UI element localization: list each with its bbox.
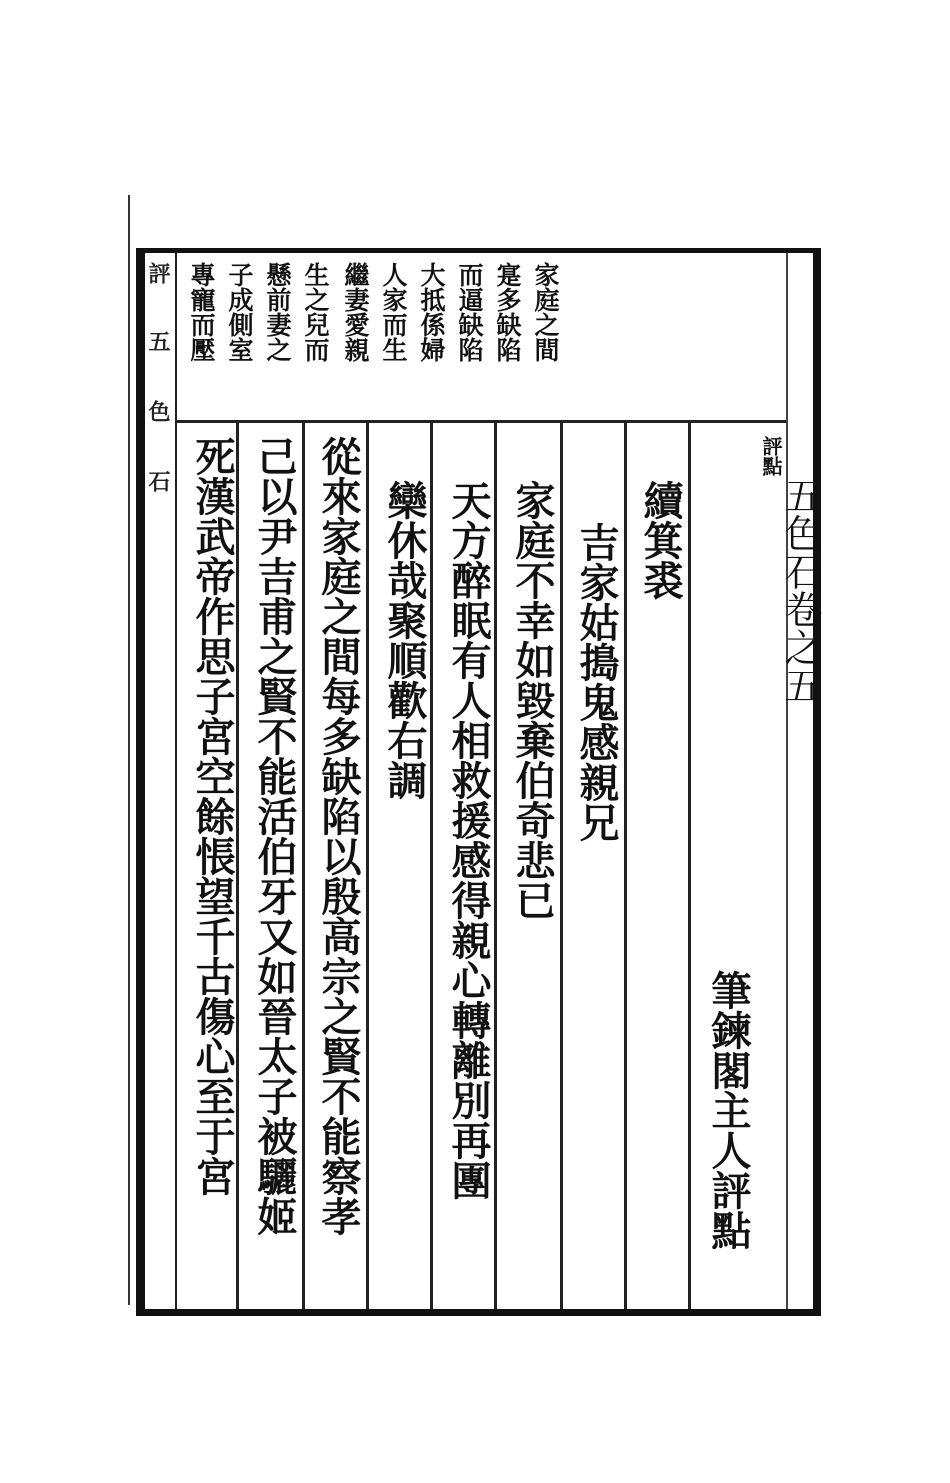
header-note-2: 寔多缺陷: [493, 262, 522, 362]
column-rule: [430, 423, 433, 1309]
header-note-9: 子成側室: [225, 262, 254, 362]
text-column-4: 從來家庭之間每多缺陷以殷高宗之賢不能察孝: [315, 436, 362, 1236]
author-line: 筆鍊閣主人: [705, 970, 752, 1170]
volume-title: 五色石卷之五: [778, 476, 822, 704]
header-note-5: 人家而生: [379, 262, 408, 362]
frame-bottom-border: [136, 1309, 821, 1316]
column-rule: [560, 423, 563, 1309]
edge-mark-4: 石: [145, 470, 171, 492]
column-rule: [494, 423, 497, 1309]
edge-mark-1: 評: [145, 262, 171, 284]
inner-left-border: [175, 253, 177, 1309]
text-column-5: 己以尹吉甫之賢不能活伯牙又如晉太子被驪姬: [251, 436, 298, 1236]
header-note-7: 生之兒而: [301, 262, 330, 362]
frame-left-border: [136, 248, 145, 1316]
chapter-subtitle-1: 吉家姑搗鬼感親兄: [573, 522, 620, 842]
column-rule: [236, 423, 239, 1309]
title-prefix: 評點: [759, 436, 783, 476]
header-note-8: 懸前妻之: [263, 262, 292, 362]
header-note-4: 大抵係婦: [417, 262, 446, 362]
edge-mark-3: 色: [145, 400, 171, 422]
edge-mark-2: 五: [145, 330, 171, 352]
header-note-1: 家庭之間: [531, 262, 560, 362]
column-rule: [624, 423, 627, 1309]
header-note-3: 而逼缺陷: [455, 262, 484, 362]
text-column-3: 欒休哉聚順歡右調: [381, 480, 428, 800]
inner-right-border: [786, 253, 788, 1309]
binding-edge-line: [128, 195, 130, 1305]
frame-right-border: [813, 248, 821, 1316]
text-column-6: 死漢武帝作思子宮空餘悵望千古傷心至于宮: [189, 436, 236, 1196]
text-column-1: 家庭不幸如毀棄伯奇悲已: [509, 480, 556, 920]
column-rule: [302, 423, 305, 1309]
chapter-heading: 續箕裘: [637, 480, 684, 600]
review-label: 評點: [705, 1170, 752, 1250]
frame-top-border: [136, 248, 821, 253]
column-rule: [366, 423, 369, 1309]
header-rule: [177, 420, 786, 423]
header-note-6: 繼妻愛親: [341, 262, 370, 362]
column-rule: [688, 423, 691, 1309]
header-note-10: 專寵而壓: [187, 262, 216, 362]
text-column-2: 天方醉眠有人相救援感得親心轉離別再團: [445, 480, 492, 1200]
